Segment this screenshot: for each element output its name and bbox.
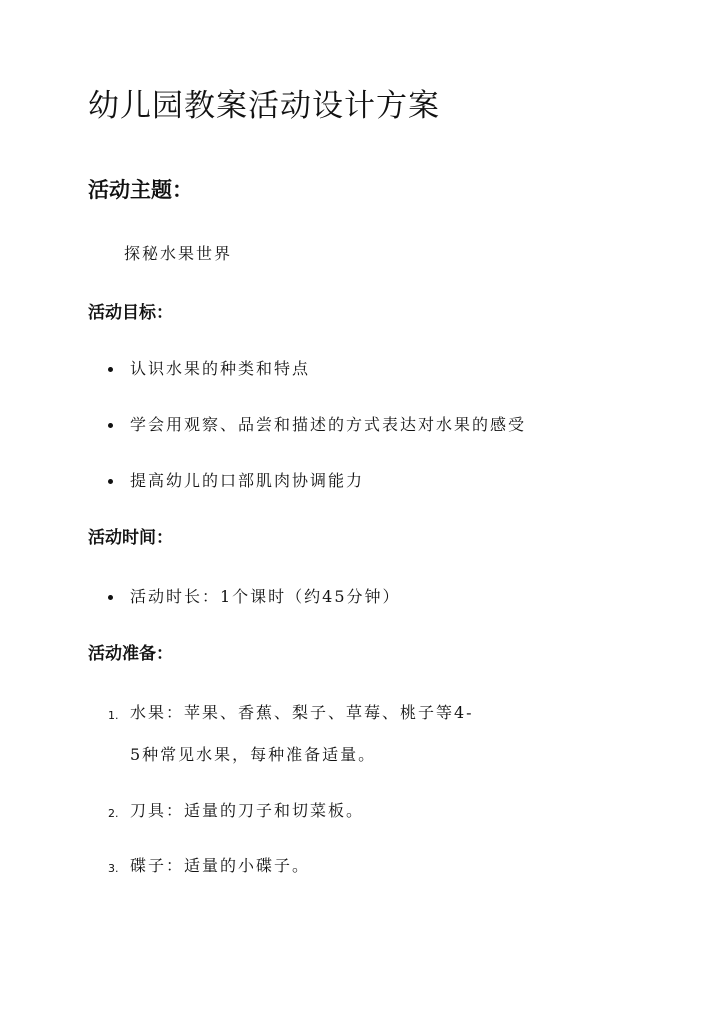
list-number: 1. xyxy=(108,709,119,722)
goals-heading: 活动目标： xyxy=(88,303,173,323)
document-title: 幼儿园教案活动设计方案 xyxy=(88,88,440,124)
bullet-icon xyxy=(108,479,113,484)
goal-text: 认识水果的种类和特点 xyxy=(130,359,311,378)
list-number: 2. xyxy=(108,807,119,820)
time-text: 活动时长：1个课时（约45分钟） xyxy=(130,587,401,606)
goal-text: 提高幼儿的口部肌肉协调能力 xyxy=(130,471,365,490)
bullet-icon xyxy=(108,595,113,600)
bullet-icon xyxy=(108,367,113,372)
bullet-icon xyxy=(108,423,113,428)
preparation-text: 碟子：适量的小碟子。 xyxy=(130,856,311,875)
time-heading: 活动时间： xyxy=(88,528,173,548)
preparation-text: 水果：苹果、香蕉、梨子、草莓、桃子等4- xyxy=(130,703,474,722)
preparation-heading: 活动准备： xyxy=(88,644,173,664)
theme-text: 探秘水果世界 xyxy=(124,244,233,263)
preparation-text-continued: 5种常见水果，每种准备适量。 xyxy=(130,745,377,764)
list-number: 3. xyxy=(108,862,119,875)
preparation-text: 刀具：适量的刀子和切菜板。 xyxy=(130,801,365,820)
goal-text: 学会用观察、品尝和描述的方式表达对水果的感受 xyxy=(130,415,527,434)
theme-heading: 活动主题： xyxy=(88,177,193,202)
